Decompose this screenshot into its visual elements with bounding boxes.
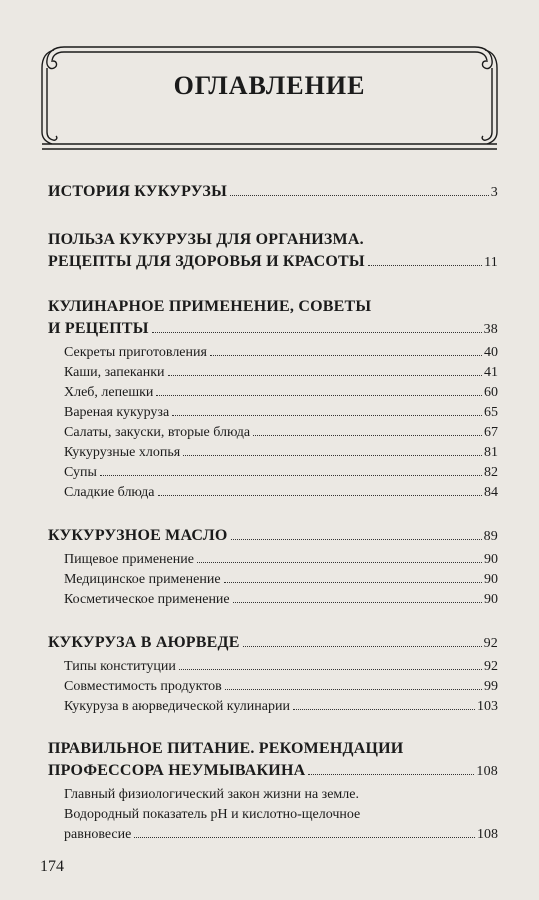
toc-section-ayurveda xyxy=(48,632,498,717)
page-ref: 11 xyxy=(484,255,498,270)
toc-heading[interactable]: ИСТОРИЯ КУКУРУЗЫ 3 xyxy=(48,181,498,203)
toc-item[interactable]: Пищевое применение 90 xyxy=(48,550,498,570)
page-ref: 90 xyxy=(484,572,498,587)
page-ref: 67 xyxy=(484,425,498,440)
toc-section-corn-oil xyxy=(48,525,498,610)
dot-leader xyxy=(224,582,482,583)
dot-leader xyxy=(152,332,482,333)
page-ref: 38 xyxy=(483,322,498,337)
toc-item[interactable]: Кукуруза в аюрведической кулинарии 103 xyxy=(48,697,498,717)
dot-leader xyxy=(210,355,482,356)
page-title: ОГЛАВЛЕНИЕ xyxy=(173,71,366,100)
page-ref: 108 xyxy=(476,764,498,779)
dot-leader xyxy=(156,395,482,396)
toc-heading[interactable]: ПРОФЕССОРА НЕУМЫВАКИНА 108 xyxy=(48,760,498,782)
toc-item[interactable]: Типы конституции 92 xyxy=(48,657,498,677)
toc-section-benefits xyxy=(48,229,498,273)
dot-leader xyxy=(233,602,482,603)
page-ref: 92 xyxy=(483,636,498,651)
dot-leader xyxy=(253,435,482,436)
dot-leader xyxy=(243,646,482,647)
toc-heading-line[interactable]: КУЛИНАРНОЕ ПРИМЕНЕНИЕ, СОВЕТЫ xyxy=(48,298,372,315)
toc-item[interactable]: Кукурузные хлопья 81 xyxy=(48,443,498,463)
toc-item[interactable]: Салаты, закуски, вторые блюда 67 xyxy=(48,423,498,443)
page-ref: 90 xyxy=(484,552,498,567)
page-ref: 3 xyxy=(490,185,498,200)
toc-section-nutrition xyxy=(48,738,498,845)
page-ref: 89 xyxy=(483,529,498,544)
page-ref: 108 xyxy=(477,827,498,842)
toc-heading[interactable]: КУКУРУЗНОЕ МАСЛО 89 xyxy=(48,525,498,547)
dot-leader xyxy=(231,539,482,540)
page-ref: 84 xyxy=(484,485,498,500)
dot-leader xyxy=(172,415,482,416)
toc-heading[interactable]: РЕЦЕПТЫ ДЛЯ ЗДОРОВЬЯ И КРАСОТЫ 11 xyxy=(48,251,498,273)
toc-heading-line[interactable]: ПОЛЬЗА КУКУРУЗЫ ДЛЯ ОРГАНИЗМА. xyxy=(48,231,364,248)
dot-leader xyxy=(368,265,482,266)
toc-item[interactable]: равновесие 108 xyxy=(48,825,498,845)
dot-leader xyxy=(308,774,474,775)
toc-item[interactable]: Хлеб, лепешки 60 xyxy=(48,383,498,403)
toc-item[interactable]: Каши, запеканки 41 xyxy=(48,363,498,383)
dot-leader xyxy=(293,709,475,710)
page-ref: 99 xyxy=(484,679,498,694)
page-ref: 103 xyxy=(477,699,498,714)
page-ref: 92 xyxy=(484,659,498,674)
toc-item[interactable]: Сладкие блюда 84 xyxy=(48,483,498,503)
dot-leader xyxy=(179,669,482,670)
page-ref: 90 xyxy=(484,592,498,607)
page-ref: 65 xyxy=(484,405,498,420)
dot-leader xyxy=(225,689,482,690)
dot-leader xyxy=(230,195,489,196)
dot-leader xyxy=(168,375,483,376)
toc-item-line[interactable]: Главный физиологический закон жизни на земле. xyxy=(64,787,359,802)
page-ref: 41 xyxy=(484,365,498,380)
toc-item[interactable]: Косметическое применение 90 xyxy=(48,590,498,610)
dot-leader xyxy=(100,475,482,476)
toc-item[interactable]: Совместимость продуктов 99 xyxy=(48,677,498,697)
toc-section-culinary xyxy=(48,296,498,503)
toc-item[interactable]: Супы 82 xyxy=(48,463,498,483)
page-ref: 40 xyxy=(484,345,498,360)
page-number: 174 xyxy=(40,858,64,875)
dot-leader xyxy=(183,455,482,456)
dot-leader xyxy=(134,837,475,838)
toc-item[interactable]: Вареная кукуруза 65 xyxy=(48,403,498,423)
page-ref: 82 xyxy=(484,465,498,480)
toc-item-line[interactable]: Водородный показатель pH и кислотно-щелочное xyxy=(64,807,361,822)
toc-item[interactable]: Медицинское применение 90 xyxy=(48,570,498,590)
toc-section-history xyxy=(48,181,498,203)
page-ref: 60 xyxy=(484,385,498,400)
toc-heading[interactable]: КУКУРУЗА В АЮРВЕДЕ 92 xyxy=(48,632,498,654)
dot-leader xyxy=(158,495,482,496)
page-ref: 81 xyxy=(484,445,498,460)
toc-heading-line[interactable]: ПРАВИЛЬНОЕ ПИТАНИЕ. РЕКОМЕНДАЦИИ xyxy=(48,740,404,757)
toc-item[interactable]: Секреты приготовления 40 xyxy=(48,343,498,363)
dot-leader xyxy=(197,562,482,563)
toc-heading[interactable]: И РЕЦЕПТЫ 38 xyxy=(48,318,498,340)
